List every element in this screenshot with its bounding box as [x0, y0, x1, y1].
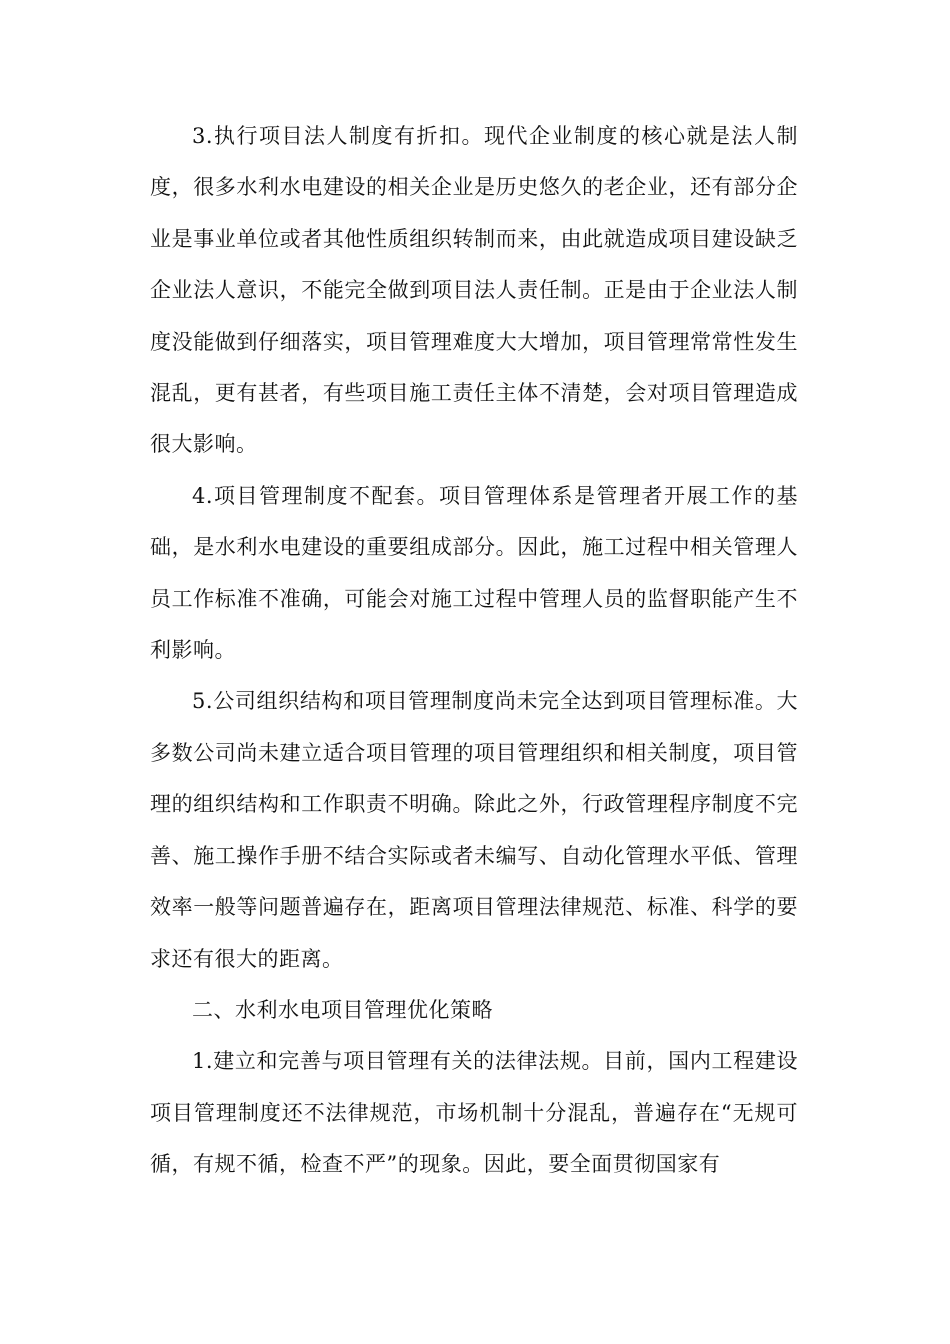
paragraph-management-system: 4.项目管理制度不配套。项目管理体系是管理者开展工作的基础，是水利水电建设的重要组成部分。因此，施工过程中相关管理人员工作标准不准确，可能会对施工过程中管理人员的监督职能产生不利影响。 [150, 483, 798, 663]
document-body [150, 111, 798, 1191]
section-heading-optimization: 二、水利水电项目管理优化策略 [192, 997, 493, 1022]
paragraph-project-legal-person: 3.执行项目法人制度有折扣。现代企业制度的核心就是法人制度，很多水利水电建设的相关企业是历史悠久的老企业，还有部分企业是事业单位或者其他性质组织转制而来，由此就造成项目建设缺乏企业法人意识，不能完全做到项目法人责任制。正是由于企业法人制度没能做到仔细落实，项目管理难度大大增加，项目管理常常性发生混乱，更有甚者，有些项目施工责任主体不清楚，会对项目管理造成很大影响。 [150, 124, 798, 457]
paragraph-organization-structure: 5.公司组织结构和项目管理制度尚未完全达到项目管理标准。大多数公司尚未建立适合项目管理的项目管理组织和相关制度，项目管理的组织结构和工作职责不明确。除此之外，行政管理程序制度不完善、施工操作手册不结合实际或者未编写、自动化管理水平低、管理效率一般等问题普遍存在，距离项目管理法律规范、标准、科学的要求还有很大的距离。 [150, 689, 798, 971]
paragraph-laws-regulations: 1.建立和完善与项目管理有关的法律法规。目前，国内工程建设项目管理制度还不法律规范，市场机制十分混乱，普遍存在“无规可循，有规不循，检查不严”的现象。因此，要全面贯彻国家有 [150, 1049, 798, 1177]
